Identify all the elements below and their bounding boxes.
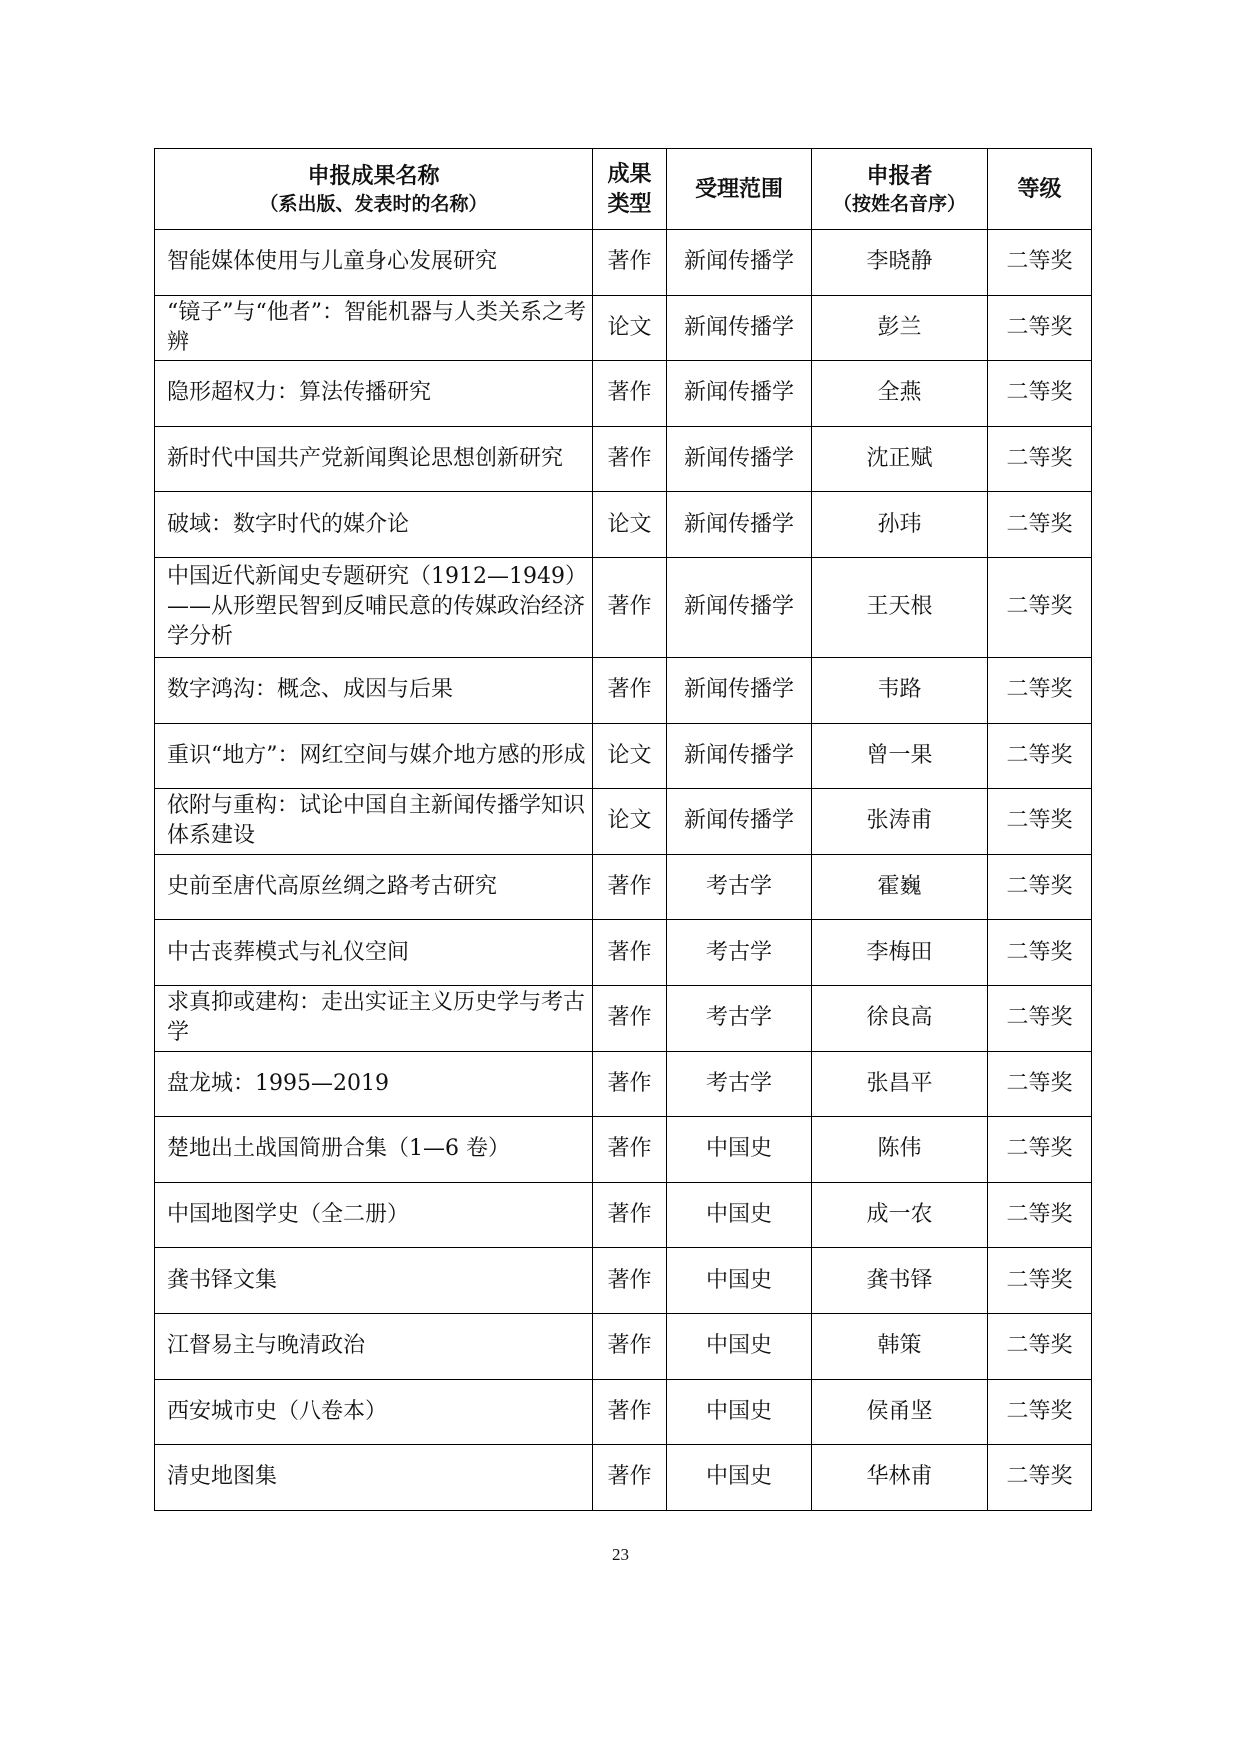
cell-applicant: 李晓静	[812, 230, 988, 296]
cell-applicant: 韩策	[812, 1313, 988, 1379]
cell-title: “镜子”与“他者”：智能机器与人类关系之考辨	[155, 295, 593, 361]
header-applicant	[812, 149, 988, 230]
cell-applicant: 龚书铎	[812, 1248, 988, 1314]
cell-type: 著作	[593, 1445, 667, 1511]
table-row	[155, 920, 1092, 986]
cell-type: 著作	[593, 1379, 667, 1445]
cell-title: 史前至唐代高原丝绸之路考古研究	[155, 854, 593, 920]
header-scope-label: 受理范围	[694, 176, 783, 202]
cell-title: 重识“地方”：网红空间与媒介地方感的形成	[155, 723, 593, 789]
header-type-line1: 成果	[607, 161, 652, 187]
cell-type: 论文	[593, 295, 667, 361]
cell-type: 著作	[593, 657, 667, 723]
cell-type: 著作	[593, 557, 667, 657]
table-row	[155, 1379, 1092, 1445]
cell-grade: 二等奖	[988, 854, 1092, 920]
table-row	[155, 985, 1092, 1051]
cell-type: 著作	[593, 361, 667, 427]
cell-applicant: 王天根	[812, 557, 988, 657]
cell-scope: 新闻传播学	[667, 657, 812, 723]
table-body	[155, 230, 1092, 1511]
cell-title: 楚地出土战国简册合集（1—6 卷）	[155, 1117, 593, 1183]
cell-title: 智能媒体使用与儿童身心发展研究	[155, 230, 593, 296]
header-type	[593, 149, 667, 230]
header-applicant-main: 申报者	[866, 163, 933, 189]
cell-title: 新时代中国共产党新闻舆论思想创新研究	[155, 426, 593, 492]
cell-grade: 二等奖	[988, 1248, 1092, 1314]
header-type-line2: 类型	[607, 191, 652, 217]
cell-type: 著作	[593, 920, 667, 986]
header-title-main: 申报成果名称	[307, 163, 440, 189]
cell-scope: 新闻传播学	[667, 492, 812, 558]
table-row	[155, 1248, 1092, 1314]
cell-grade: 二等奖	[988, 1379, 1092, 1445]
cell-title: 清史地图集	[155, 1445, 593, 1511]
cell-grade: 二等奖	[988, 230, 1092, 296]
cell-type: 论文	[593, 492, 667, 558]
cell-type: 论文	[593, 723, 667, 789]
cell-scope: 考古学	[667, 985, 812, 1051]
cell-applicant: 张昌平	[812, 1051, 988, 1117]
cell-type: 著作	[593, 1313, 667, 1379]
cell-grade: 二等奖	[988, 723, 1092, 789]
cell-applicant: 陈伟	[812, 1117, 988, 1183]
cell-title: 破域：数字时代的媒介论	[155, 492, 593, 558]
cell-scope: 中国史	[667, 1248, 812, 1314]
cell-scope: 新闻传播学	[667, 230, 812, 296]
table-row	[155, 1051, 1092, 1117]
table-header-row	[155, 149, 1092, 230]
cell-applicant: 张涛甫	[812, 789, 988, 855]
cell-scope: 中国史	[667, 1117, 812, 1183]
header-grade-label: 等级	[1017, 176, 1062, 202]
header-scope	[667, 149, 812, 230]
cell-scope: 中国史	[667, 1313, 812, 1379]
cell-grade: 二等奖	[988, 1117, 1092, 1183]
header-grade	[988, 149, 1092, 230]
cell-title: 中国地图学史（全二册）	[155, 1182, 593, 1248]
cell-applicant: 徐良高	[812, 985, 988, 1051]
table-row	[155, 854, 1092, 920]
cell-type: 论文	[593, 789, 667, 855]
cell-grade: 二等奖	[988, 1445, 1092, 1511]
cell-grade: 二等奖	[988, 1182, 1092, 1248]
table-row	[155, 361, 1092, 427]
cell-grade: 二等奖	[988, 789, 1092, 855]
cell-applicant: 孙玮	[812, 492, 988, 558]
cell-grade: 二等奖	[988, 295, 1092, 361]
cell-type: 著作	[593, 985, 667, 1051]
cell-title: 数字鸿沟：概念、成因与后果	[155, 657, 593, 723]
cell-scope: 新闻传播学	[667, 295, 812, 361]
cell-grade: 二等奖	[988, 426, 1092, 492]
page-number: 23	[612, 1545, 629, 1564]
header-title	[155, 149, 593, 230]
cell-title: 中古丧葬模式与礼仪空间	[155, 920, 593, 986]
table-row	[155, 1182, 1092, 1248]
cell-grade: 二等奖	[988, 920, 1092, 986]
cell-title: 求真抑或建构：走出实证主义历史学与考古学	[155, 985, 593, 1051]
cell-scope: 新闻传播学	[667, 723, 812, 789]
table-row	[155, 657, 1092, 723]
cell-scope: 中国史	[667, 1182, 812, 1248]
awards-table	[154, 148, 1092, 1511]
cell-title: 隐形超权力：算法传播研究	[155, 361, 593, 427]
cell-title: 江督易主与晚清政治	[155, 1313, 593, 1379]
cell-title: 龚书铎文集	[155, 1248, 593, 1314]
cell-grade: 二等奖	[988, 985, 1092, 1051]
cell-applicant: 侯甬坚	[812, 1379, 988, 1445]
table-row	[155, 492, 1092, 558]
table-row	[155, 295, 1092, 361]
cell-grade: 二等奖	[988, 557, 1092, 657]
cell-type: 著作	[593, 1248, 667, 1314]
cell-title: 中国近代新闻史专题研究（1912—1949）——从形塑民智到反哺民意的传媒政治经济学分析	[155, 557, 593, 657]
cell-scope: 中国史	[667, 1379, 812, 1445]
cell-grade: 二等奖	[988, 492, 1092, 558]
cell-applicant: 李梅田	[812, 920, 988, 986]
cell-applicant: 曾一果	[812, 723, 988, 789]
cell-applicant: 彭兰	[812, 295, 988, 361]
cell-scope: 考古学	[667, 854, 812, 920]
cell-scope: 新闻传播学	[667, 557, 812, 657]
cell-applicant: 华林甫	[812, 1445, 988, 1511]
cell-grade: 二等奖	[988, 657, 1092, 723]
header-title-sub: （系出版、发表时的名称）	[259, 193, 488, 215]
header-applicant-sub: （按姓名音序）	[832, 193, 966, 215]
cell-grade: 二等奖	[988, 1051, 1092, 1117]
cell-grade: 二等奖	[988, 361, 1092, 427]
table-row	[155, 426, 1092, 492]
cell-applicant: 全燕	[812, 361, 988, 427]
cell-scope: 新闻传播学	[667, 789, 812, 855]
cell-type: 著作	[593, 854, 667, 920]
cell-applicant: 沈正赋	[812, 426, 988, 492]
cell-scope: 新闻传播学	[667, 361, 812, 427]
cell-title: 盘龙城：1995—2019	[155, 1051, 593, 1117]
table-row	[155, 230, 1092, 296]
cell-title: 西安城市史（八卷本）	[155, 1379, 593, 1445]
cell-applicant: 霍巍	[812, 854, 988, 920]
cell-type: 著作	[593, 230, 667, 296]
cell-type: 著作	[593, 1051, 667, 1117]
table-row	[155, 1445, 1092, 1511]
cell-title: 依附与重构：试论中国自主新闻传播学知识体系建设	[155, 789, 593, 855]
cell-scope: 新闻传播学	[667, 426, 812, 492]
table-row	[155, 1313, 1092, 1379]
cell-type: 著作	[593, 1182, 667, 1248]
cell-scope: 中国史	[667, 1445, 812, 1511]
cell-type: 著作	[593, 426, 667, 492]
cell-applicant: 韦路	[812, 657, 988, 723]
table-row	[155, 789, 1092, 855]
cell-type: 著作	[593, 1117, 667, 1183]
cell-grade: 二等奖	[988, 1313, 1092, 1379]
table-row	[155, 557, 1092, 657]
cell-scope: 考古学	[667, 920, 812, 986]
cell-applicant: 成一农	[812, 1182, 988, 1248]
table-row	[155, 723, 1092, 789]
cell-scope: 考古学	[667, 1051, 812, 1117]
table-row	[155, 1117, 1092, 1183]
